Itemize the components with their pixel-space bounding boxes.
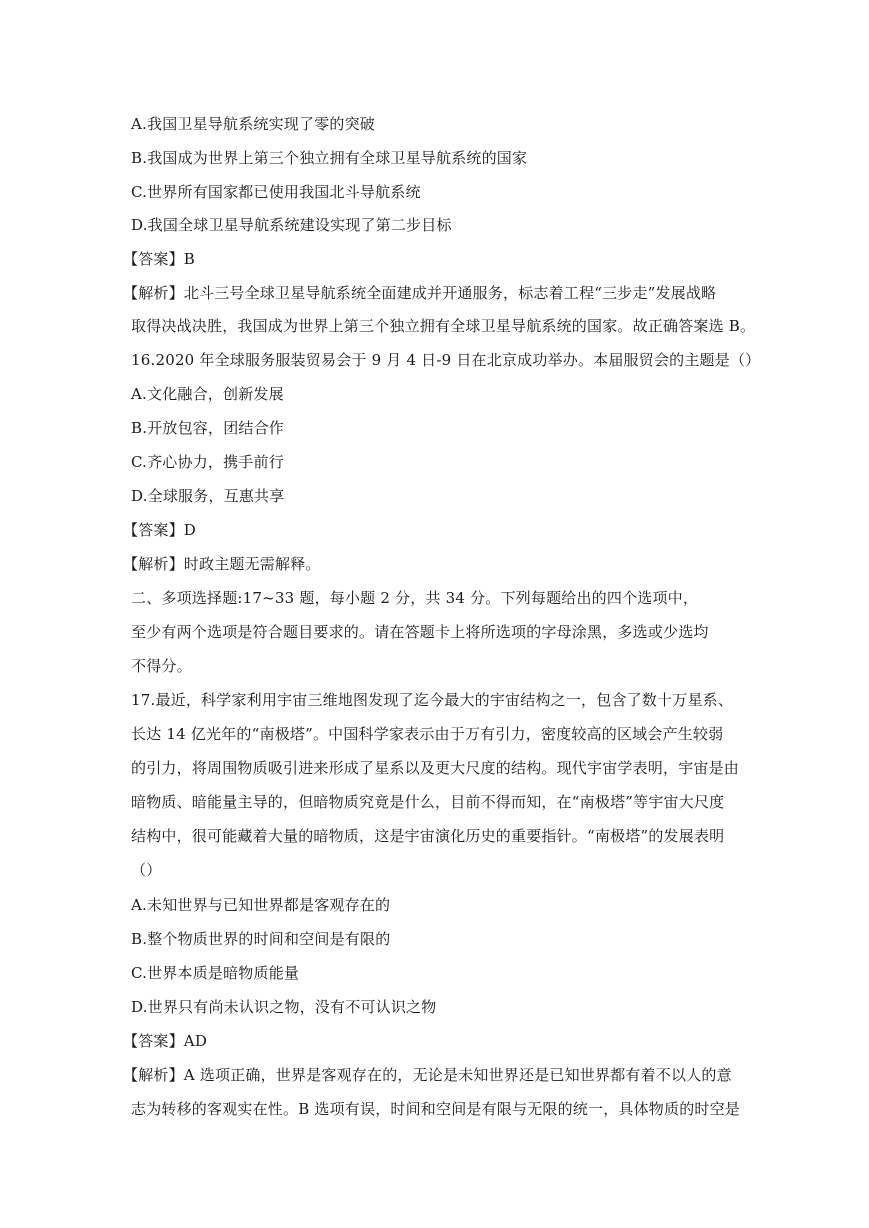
q17-answer: 【答案】AD	[123, 1032, 208, 1050]
section-2-line-1: 二、多项选择题:17~33 题，每小题 2 分，共 34 分。下列每题给出的四个选项中，	[131, 589, 699, 607]
q15-answer: 【答案】B	[123, 250, 196, 268]
q17-stem-line-5: 结构中，很可能藏着大量的暗物质，这是宇宙演化历史的重要指针。“南极塔”的发展表明	[131, 827, 725, 845]
q16-analysis: 【解析】时政主题无需解释。	[123, 555, 321, 573]
q17-stem-line-3: 的引力，将周围物质吸引进来形成了星系以及更大尺度的结构。现代宇宙学表明，宇宙是由	[131, 759, 740, 777]
q17-analysis-line-1: 【解析】A 选项正确，世界是客观存在的，无论是未知世界还是已知世界都有着不以人的意	[123, 1066, 732, 1084]
q16-answer: 【答案】D	[123, 521, 197, 539]
q15-option-c: C.世界所有国家都已使用我国北斗导航系统	[131, 183, 421, 201]
q15-option-d: D.我国全球卫星导航系统建设实现了第二步目标	[131, 216, 452, 234]
q17-stem-line-2: 长达 14 亿光年的“南极塔”。中国科学家表示由于万有引力，密度较高的区域会产生较弱	[131, 725, 724, 743]
q17-option-d: D.世界只有尚未认识之物，没有不可认识之物	[131, 998, 437, 1016]
q17-option-a: A.未知世界与已知世界都是客观存在的	[131, 896, 391, 914]
q15-option-b: B.我国成为世界上第三个独立拥有全球卫星导航系统的国家	[131, 149, 528, 167]
q16-option-c: C.齐心协力，携手前行	[131, 453, 284, 471]
q16-option-d: D.全球服务，互惠共享	[131, 487, 285, 505]
q15-option-a: A.我国卫星导航系统实现了零的突破	[131, 115, 376, 133]
q16-option-b: B.开放包容，团结合作	[131, 419, 284, 437]
q16-option-a: A.文化融合，创新发展	[131, 385, 284, 403]
q17-option-b: B.整个物质世界的时间和空间是有限的	[131, 930, 391, 948]
q17-stem-line-1: 17.最近，科学家利用宇宙三维地图发现了迄今最大的宇宙结构之一，包含了数十万星系、	[131, 691, 734, 709]
q15-analysis-line-2: 取得决战决胜，我国成为世界上第三个独立拥有全球卫星导航系统的国家。故正确答案选 B。	[131, 317, 756, 335]
q17-analysis-line-2: 志为转移的客观实在性。B 选项有误，时间和空间是有限与无限的统一，具体物质的时空是	[131, 1100, 740, 1118]
q17-stem-line-4: 暗物质、暗能量主导的，但暗物质究竟是什么，目前不得而知，在“南极塔”等宇宙大尺度	[131, 793, 725, 811]
q17-option-c: C.世界本质是暗物质能量	[131, 964, 300, 982]
q15-analysis-line-1: 【解析】北斗三号全球卫星导航系统全面建成并开通服务，标志着工程“三步走”发展战略	[123, 284, 717, 302]
section-2-line-3: 不得分。	[131, 657, 192, 675]
q16-stem: 16.2020 年全球服务服装贸易会于 9 月 4 日-9 日在北京成功举办。本届服贸会的主题是（）	[131, 351, 761, 369]
q17-stem-line-6: （）	[131, 861, 162, 879]
section-2-line-2: 至少有两个选项是符合题目要求的。请在答题卡上将所选项的字母涂黑，多选或少选均	[131, 623, 709, 641]
